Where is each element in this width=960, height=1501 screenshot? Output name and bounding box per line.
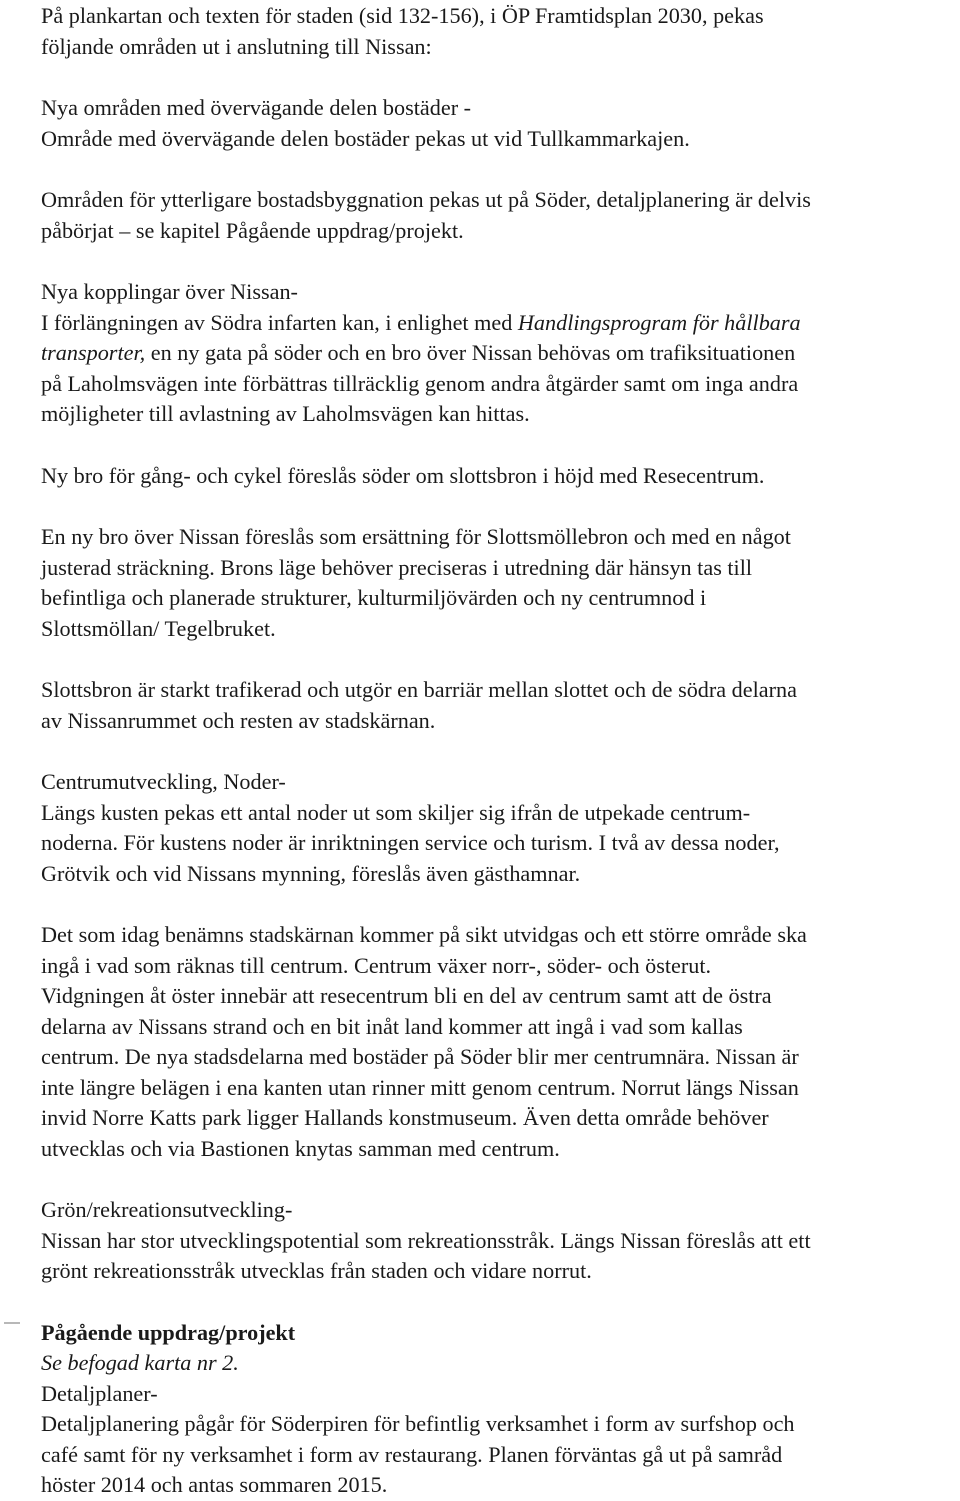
map-reference: Se befogad karta nr 2. [41,1350,239,1375]
text-line: påbörjat – se kapitel Pågående uppdrag/projekt. [41,217,464,243]
paragraph-green-recreation [41,1195,956,1287]
text-line: befintliga och planerade strukturer, kulturmiljövärden och ny centrumnod i [41,585,707,610]
paragraph-new-connections [41,277,956,430]
text-line: Det som idag benämns stadskärnan kommer på sikt utvidgas och ett större område ska [41,922,807,947]
text-line: justerad sträckning. Brons läge behöver preciseras i utredning där hänsyn tas till [41,554,753,580]
text-line: Detaljplanering pågår för Söderpiren för befintlig verksamhet i form av surfshop och [41,1411,795,1436]
text-line: Vidgningen åt öster innebär att resecentrum bli en del av centrum samt att de östra [41,983,772,1008]
section-subheading: Detaljplaner- [41,1380,158,1406]
text-line: Grötvik och vid Nissans mynning, föreslås även gästhamnar. [41,860,581,886]
paragraph-slottsbron [41,675,956,736]
text-line: en ny gata på söder och en bro över Nissan behövas om trafiksituationen [145,340,796,365]
paragraph-further-housing [41,185,956,246]
paragraph-ongoing-projects [41,1318,956,1501]
text-line: höster 2014 och antas sommaren 2015. [41,1472,388,1497]
paragraph-intro [41,1,956,62]
section-heading-bold: Pågående uppdrag/projekt [41,1319,296,1345]
text-line: Slottsbron är starkt trafikerad och utgör en barriär mellan slottet och de södra delarna [41,677,797,702]
text-line: invid Norre Katts park ligger Hallands konstmuseum. Även detta område behöver [41,1105,769,1130]
margin-dash-mark [4,1322,20,1324]
text-line: delarna av Nissans strand och en bit inåt land kommer att ingå i vad som kallas [41,1013,743,1039]
text-line: I förlängningen av Södra infarten kan, i enlighet med [41,309,518,335]
text-line: café samt för ny verksamhet i form av restaurang. Planen förväntas gå ut på samråd [41,1441,783,1467]
text-line: ingå i vad som räknas till centrum. Centrum växer norr-, söder- och österut. [41,952,712,978]
section-heading: Centrumutveckling, Noder- [41,769,286,794]
document-page [41,1,956,1501]
section-heading: Nya områden med övervägande delen bostäder - [41,95,472,120]
text-line: Nissan har stor utvecklingspotential som rekreationsstråk. Längs Nissan föreslås att ett [41,1227,811,1253]
text-line: På plankartan och texten för staden (sid 132-156), i ÖP Framtidsplan 2030, pekas [41,3,764,28]
program-title-italic: transporter, [41,340,146,365]
text-line: noderna. För kustens noder är inriktningen service och turism. I två av dessa noder, [41,830,780,855]
text-line: Slottsmöllan/ Tegelbruket. [41,615,276,641]
text-line: En ny bro över Nissan föreslås som ersättning för Slottsmöllebron och med en något [41,524,791,549]
text-line: Ny bro för gång- och cykel föreslås söder om slottsbron i höjd med Resecentrum. [41,462,765,488]
section-heading: Nya kopplingar över Nissan- [41,279,298,304]
text-line: på Laholmsvägen inte förbättras tillräcklig genom andra åtgärder samt om inga andra [41,370,799,396]
text-line: Längs kusten pekas ett antal noder ut som skiljer sig ifrån de utpekade centrum- [41,799,751,825]
text-line: Områden för ytterligare bostadsbyggnation pekas ut på Söder, detaljplanering är delvis [41,187,811,212]
text-line: inte längre belägen i ena kanten utan rinner mitt genom centrum. Norrut längs Nissan [41,1074,799,1100]
text-line: av Nissanrummet och resten av stadskärnan. [41,707,436,733]
paragraph-new-bridge [41,522,956,644]
text-line: utvecklas och via Bastionen knytas samman med centrum. [41,1135,560,1161]
paragraph-new-bridge-bike [41,461,956,492]
program-title-italic: Handlingsprogram för hållbara [517,309,801,335]
text-line: grönt rekreationsstråk utvecklas från staden och vidare norrut. [41,1258,592,1283]
paragraph-centre-development [41,767,956,889]
paragraph-new-areas [41,93,956,154]
text-line: Område med övervägande delen bostäder pekas ut vid Tullkammarkajen. [41,125,690,151]
text-line: följande områden ut i anslutning till Nissan: [41,33,432,59]
paragraph-city-core [41,920,956,1164]
text-line: centrum. De nya stadsdelarna med bostäder på Söder blir mer centrumnära. Nissan är [41,1044,799,1069]
text-line: möjligheter till avlastning av Laholmsvägen kan hittas. [41,401,530,426]
section-heading: Grön/rekreationsutveckling- [41,1197,293,1222]
